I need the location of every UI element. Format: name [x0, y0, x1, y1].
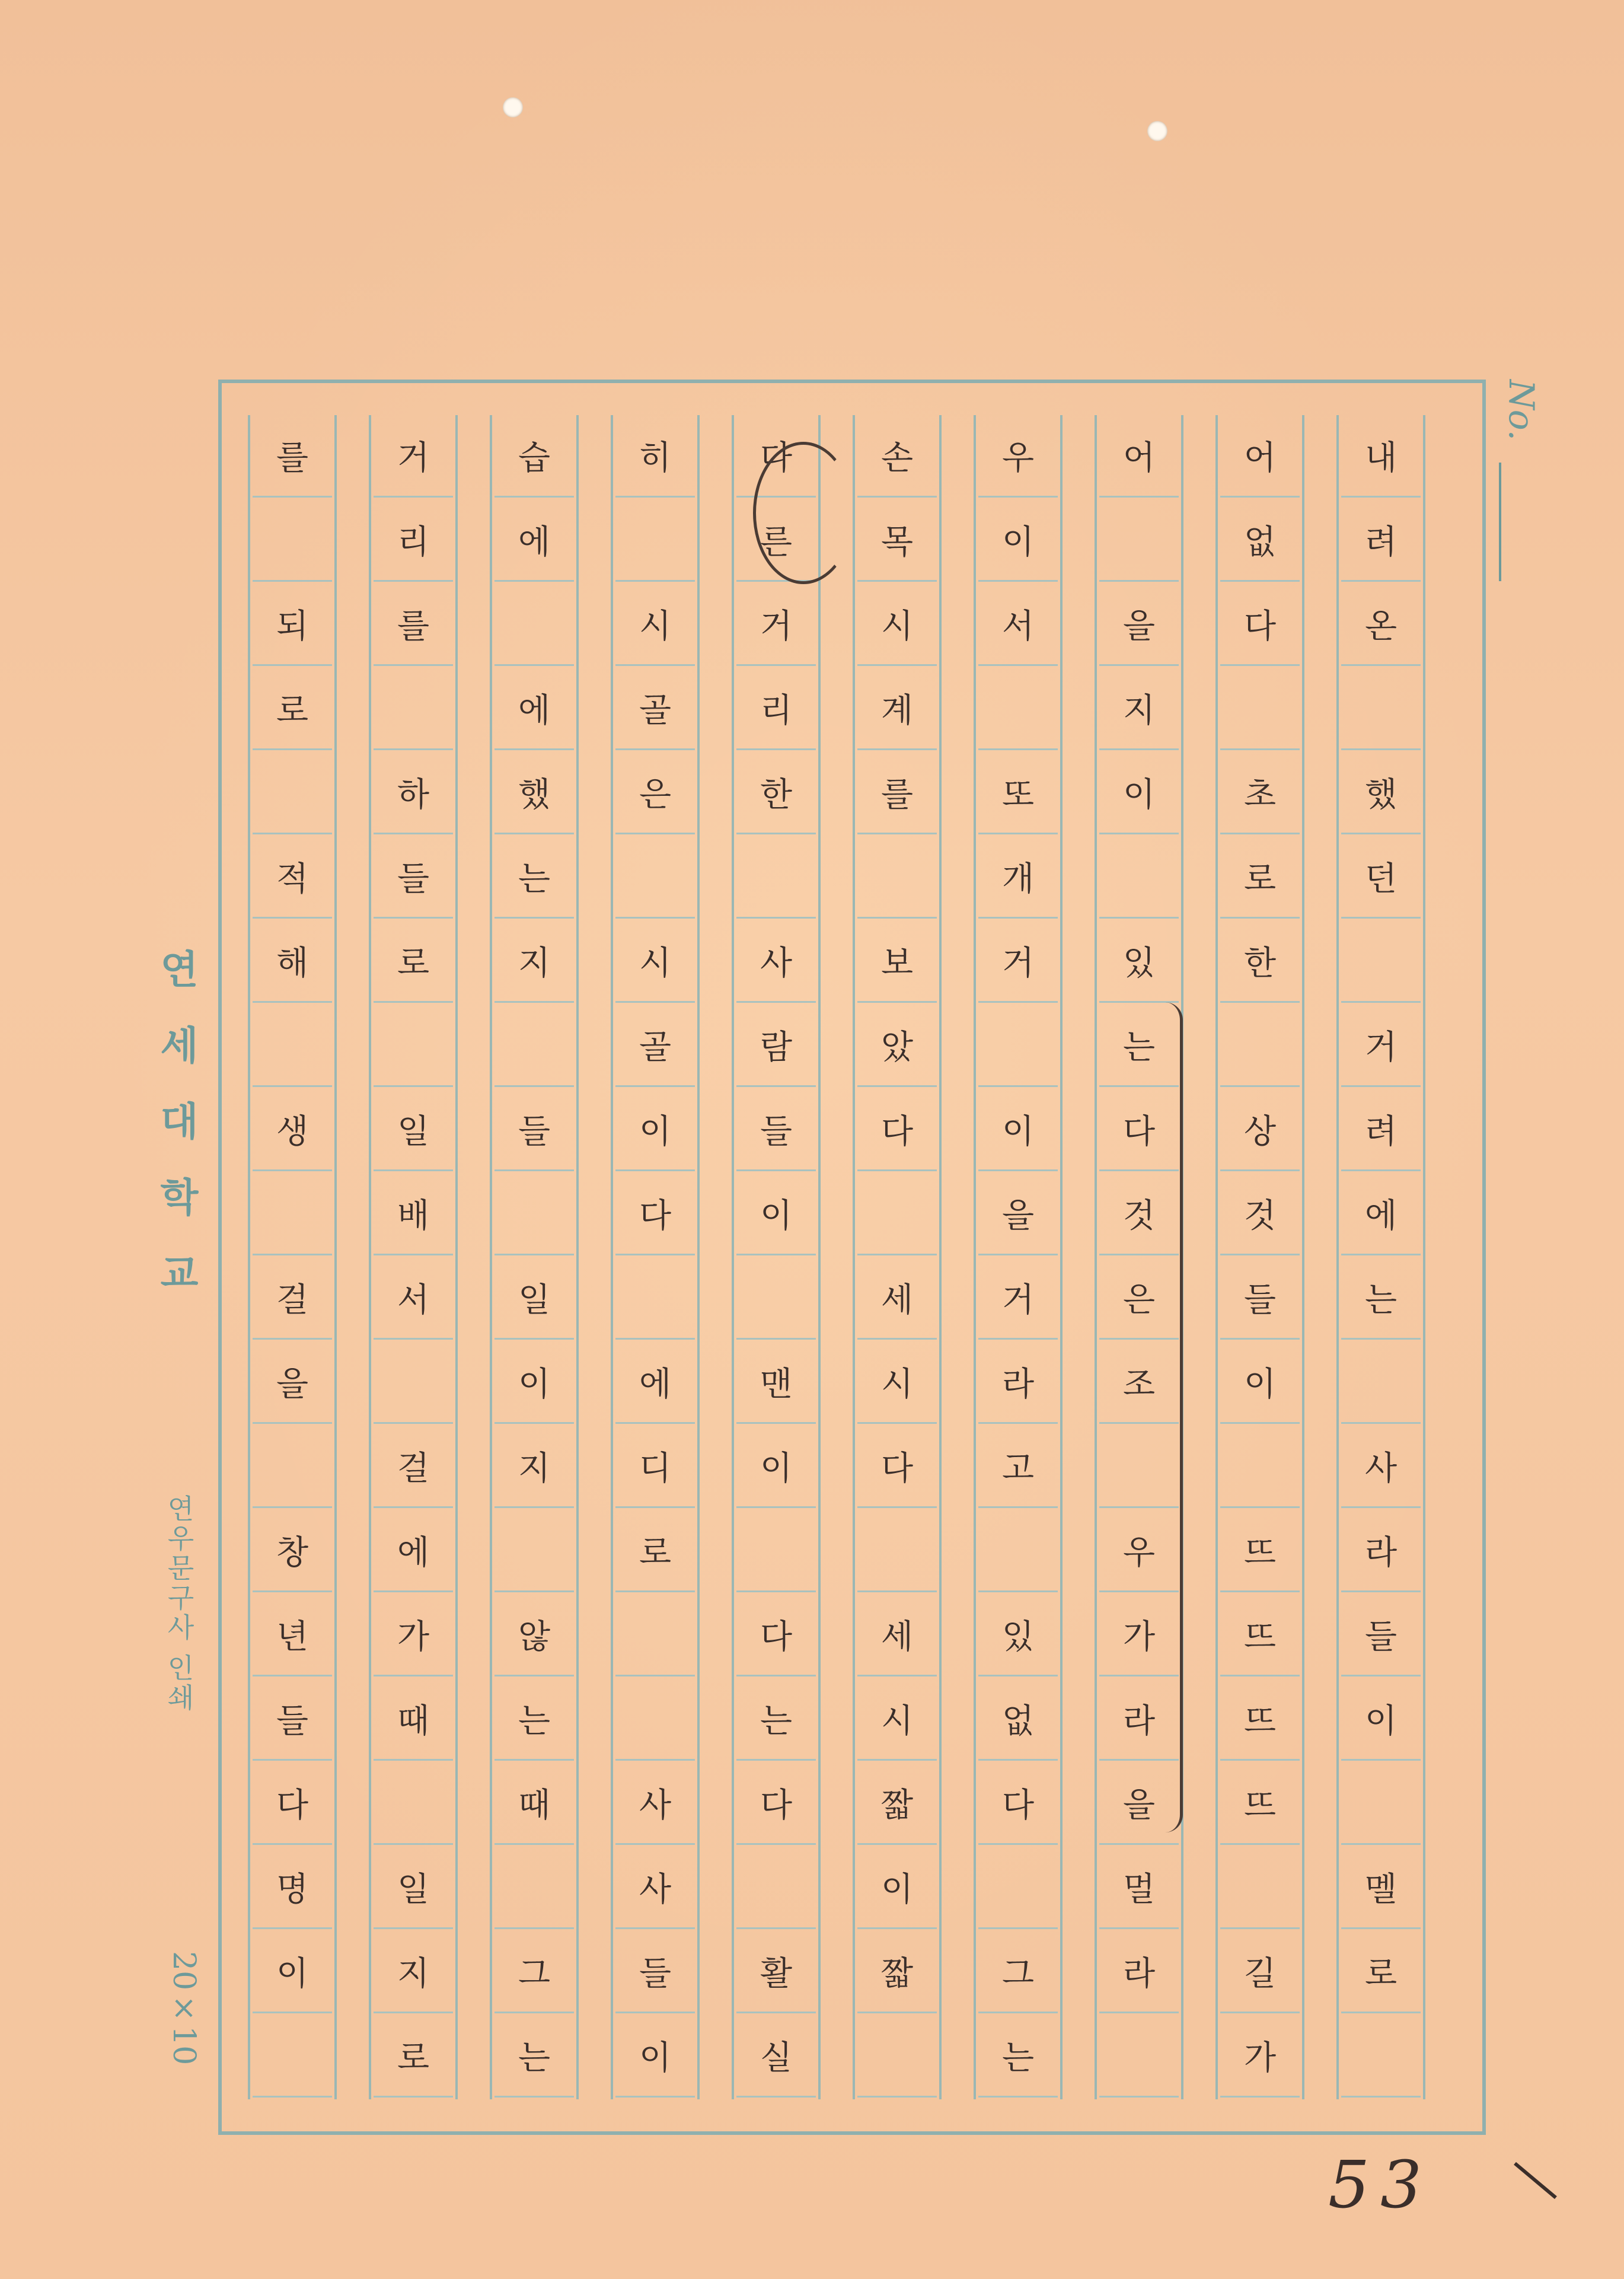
grid-cell: 을: [253, 1341, 332, 1424]
grid-cell: 우: [1099, 1510, 1179, 1592]
grid-cell: 되: [253, 584, 332, 666]
grid-cell: 내: [1341, 415, 1421, 498]
grid-cell: 는: [1341, 1257, 1421, 1340]
grid-cell: 세: [857, 1257, 937, 1340]
grid-cell: 들: [253, 1678, 332, 1761]
grid-cell: [1220, 1426, 1300, 1508]
grid-cell: 뜨: [1220, 1762, 1300, 1845]
school-name: 연세대학교: [153, 949, 199, 1328]
grid-cell: 시: [857, 1678, 937, 1761]
grid-cell: 지: [494, 920, 574, 1003]
grid-cell: [494, 1005, 574, 1087]
grid-cell: 걸: [253, 1257, 332, 1340]
grid-cell: 일: [494, 1257, 574, 1340]
grid-cell: [253, 1173, 332, 1255]
grid-cell: 개: [978, 836, 1058, 919]
grid-cell: 때: [494, 1762, 574, 1845]
grid-cell: 람: [736, 1005, 816, 1087]
grid-cell: 이: [253, 1931, 332, 2013]
grid-cell: 지: [494, 1426, 574, 1508]
grid-cell: 짧: [857, 1762, 937, 1845]
pen-stroke-mark: [1514, 2162, 1557, 2199]
grid-cell: [253, 499, 332, 582]
grid-cell: 사: [736, 920, 816, 1003]
grid-cell: 리: [736, 668, 816, 750]
grid-cell: 려: [1341, 499, 1421, 582]
grid-cell: 이: [1341, 1678, 1421, 1761]
grid-cell: 들: [615, 1931, 695, 2013]
grid-cell: 상: [1220, 1089, 1300, 1171]
grid-cell: 는: [494, 2015, 574, 2098]
grid-column: [490, 415, 579, 2099]
grid-cell: 을: [978, 1173, 1058, 1255]
grid-cell: [1220, 668, 1300, 750]
grid-cell: 생: [253, 1089, 332, 1171]
grid-cell: 배: [374, 1173, 453, 1255]
page-number: 53: [1328, 2147, 1432, 2223]
grid-cell: 계: [857, 668, 937, 750]
grid-cell: 를: [374, 584, 453, 666]
grid-cell: 이: [978, 1089, 1058, 1171]
grid-cell: 했: [494, 752, 574, 834]
grid-cell: 어: [1099, 415, 1179, 498]
grid-cell: 골: [615, 668, 695, 750]
grid-cell: 어: [1220, 415, 1300, 498]
grid-cell: 을: [1099, 1762, 1179, 1845]
grid-size-label: 20×10: [166, 1951, 202, 2066]
grid-cell: [494, 1847, 574, 1929]
grid-cell: 로: [1341, 1931, 1421, 2013]
grid-cell: 다: [857, 1089, 937, 1171]
grid-cell: 히: [615, 415, 695, 498]
grid-cell: 로: [253, 668, 332, 750]
grid-cell: [253, 1426, 332, 1508]
grid-cell: 시: [857, 1341, 937, 1424]
grid-cell: 들: [374, 836, 453, 919]
grid-cell: 거: [978, 1257, 1058, 1340]
number-label: No.: [1501, 380, 1542, 441]
grid-cell: [374, 1005, 453, 1087]
grid-cell: 을: [1099, 584, 1179, 666]
grid-cell: 들: [1341, 1594, 1421, 1676]
grid-cell: 시: [857, 584, 937, 666]
grid-cell: [1341, 1762, 1421, 1845]
grid-cell: 하: [374, 752, 453, 834]
grid-cell: [253, 752, 332, 834]
punch-hole-right: [1147, 121, 1167, 141]
grid-cell: 골: [615, 1005, 695, 1087]
grid-cell: 일: [374, 1847, 453, 1929]
grid-cell: [494, 1173, 574, 1255]
grid-cell: 맨: [736, 1341, 816, 1424]
grid-cell: [857, 836, 937, 919]
grid-cell: 다: [1220, 584, 1300, 666]
grid-cell: 것: [1220, 1173, 1300, 1255]
grid-cell: 창: [253, 1510, 332, 1592]
grid-cell: 때: [374, 1678, 453, 1761]
grid-cell: [374, 1762, 453, 1845]
grid-cell: 사: [615, 1847, 695, 1929]
grid-cell: [736, 1510, 816, 1592]
grid-cell: 들: [1220, 1257, 1300, 1340]
grid-cell: 에: [615, 1341, 695, 1424]
grid-cell: 것: [1099, 1173, 1179, 1255]
grid-cell: [1341, 2015, 1421, 2098]
grid-cell: [978, 1847, 1058, 1929]
grid-cell: 에: [494, 499, 574, 582]
grid-cell: 라: [1341, 1510, 1421, 1592]
grid-cell: 았: [857, 1005, 937, 1087]
grid-cell: 디: [615, 1426, 695, 1508]
grid-cell: 활: [736, 1931, 816, 2013]
grid-cell: 라: [978, 1341, 1058, 1424]
grid-cell: 조: [1099, 1341, 1179, 1424]
grid-cell: [857, 1510, 937, 1592]
grid-cell: 한: [1220, 920, 1300, 1003]
grid-cell: [374, 668, 453, 750]
grid-cell: 일: [374, 1089, 453, 1171]
grid-cell: 뜨: [1220, 1510, 1300, 1592]
grid-cell: 보: [857, 920, 937, 1003]
grid-cell: 는: [736, 1678, 816, 1761]
grid-cell: [615, 1257, 695, 1340]
grid-cell: 다: [736, 415, 816, 498]
grid-cell: 는: [494, 1678, 574, 1761]
grid-cell: 거: [736, 584, 816, 666]
grid-cell: 이: [615, 2015, 695, 2098]
manuscript-grid: [248, 415, 1457, 2099]
grid-cell: 가: [374, 1594, 453, 1676]
grid-cell: 있: [1099, 920, 1179, 1003]
grid-cell: 지: [374, 1931, 453, 2013]
grid-cell: 않: [494, 1594, 574, 1676]
grid-cell: 길: [1220, 1931, 1300, 2013]
grid-cell: 손: [857, 415, 937, 498]
grid-cell: 들: [494, 1089, 574, 1171]
grid-cell: 사: [615, 1762, 695, 1845]
grid-cell: 지: [1099, 668, 1179, 750]
grid-cell: [615, 499, 695, 582]
editing-circle-mark: [753, 442, 854, 584]
grid-cell: 에: [374, 1510, 453, 1592]
grid-cell: 는: [978, 2015, 1058, 2098]
grid-cell: [1099, 836, 1179, 919]
grid-cell: 로: [615, 1510, 695, 1592]
grid-cell: [615, 1678, 695, 1761]
grid-cell: 고: [978, 1426, 1058, 1508]
grid-cell: 이: [857, 1847, 937, 1929]
grid-cell: 이: [1220, 1341, 1300, 1424]
grid-cell: [253, 1005, 332, 1087]
grid-cell: 우: [978, 415, 1058, 498]
grid-cell: [1099, 2015, 1179, 2098]
grid-cell: [736, 836, 816, 919]
grid-cell: 거: [978, 920, 1058, 1003]
grid-cell: 라: [1099, 1931, 1179, 2013]
grid-cell: 이: [615, 1089, 695, 1171]
grid-cell: 한: [736, 752, 816, 834]
grid-cell: [1099, 499, 1179, 582]
grid-cell: 또: [978, 752, 1058, 834]
grid-cell: 시: [615, 920, 695, 1003]
grid-cell: 없: [1220, 499, 1300, 582]
grid-cell: [615, 1594, 695, 1676]
grid-cell: [978, 1510, 1058, 1592]
grid-cell: 년: [253, 1594, 332, 1676]
grid-cell: [1341, 920, 1421, 1003]
grid-cell: 거: [374, 415, 453, 498]
grid-cell: 는: [1099, 1005, 1179, 1087]
grid-column: [732, 415, 821, 2099]
grid-cell: 서: [374, 1257, 453, 1340]
grid-cell: [857, 2015, 937, 2098]
grid-cell: [494, 584, 574, 666]
number-line: [1499, 463, 1501, 581]
grid-cell: 초: [1220, 752, 1300, 834]
punch-hole-left: [503, 97, 523, 117]
grid-column: [611, 415, 700, 2099]
grid-cell: 멜: [1341, 1847, 1421, 1929]
grid-cell: 다: [253, 1762, 332, 1845]
grid-cell: 해: [253, 920, 332, 1003]
grid-cell: [736, 1257, 816, 1340]
grid-cell: 은: [1099, 1257, 1179, 1340]
grid-cell: [1220, 1005, 1300, 1087]
grid-cell: 는: [494, 836, 574, 919]
grid-cell: 없: [978, 1678, 1058, 1761]
grid-cell: 짧: [857, 1931, 937, 2013]
grid-cell: 명: [253, 1847, 332, 1929]
grid-cell: 로: [374, 920, 453, 1003]
grid-cell: [1341, 1341, 1421, 1424]
grid-column: [1336, 415, 1425, 2099]
grid-cell: 다: [1099, 1089, 1179, 1171]
grid-cell: 있: [978, 1594, 1058, 1676]
grid-cell: 를: [253, 415, 332, 498]
grid-cell: 그: [494, 1931, 574, 2013]
grid-cell: 적: [253, 836, 332, 919]
grid-cell: 던: [1341, 836, 1421, 919]
grid-cell: [736, 1847, 816, 1929]
grid-cell: 다: [736, 1594, 816, 1676]
grid-cell: 멀: [1099, 1847, 1179, 1929]
grid-cell: 뜨: [1220, 1678, 1300, 1761]
grid-cell: 이: [978, 499, 1058, 582]
printer-label: 연우문구사 인쇄: [163, 1494, 195, 1713]
grid-column: [248, 415, 337, 2099]
grid-cell: [494, 1510, 574, 1592]
grid-cell: 려: [1341, 1089, 1421, 1171]
grid-cell: [857, 1173, 937, 1255]
grid-cell: 목: [857, 499, 937, 582]
grid-cell: 세: [857, 1594, 937, 1676]
grid-column: [853, 415, 942, 2099]
grid-cell: 온: [1341, 584, 1421, 666]
grid-cell: 습: [494, 415, 574, 498]
grid-cell: 라: [1099, 1678, 1179, 1761]
grid-cell: [253, 2015, 332, 2098]
grid-cell: 이: [1099, 752, 1179, 834]
grid-cell: [615, 836, 695, 919]
grid-cell: [978, 668, 1058, 750]
grid-cell: 로: [1220, 836, 1300, 919]
grid-cell: 리: [374, 499, 453, 582]
grid-cell: 다: [857, 1426, 937, 1508]
editing-bracket-mark: [1144, 1002, 1183, 1832]
grid-cell: 시: [615, 584, 695, 666]
grid-column: [974, 415, 1063, 2099]
grid-cell: [978, 1005, 1058, 1087]
grid-cell: 들: [736, 1089, 816, 1171]
grid-cell: [1341, 668, 1421, 750]
grid-cell: [1220, 1847, 1300, 1929]
grid-cell: [374, 1341, 453, 1424]
grid-cell: 가: [1099, 1594, 1179, 1676]
grid-cell: 다: [736, 1762, 816, 1845]
grid-cell: 로: [374, 2015, 453, 2098]
grid-cell: 이: [494, 1341, 574, 1424]
grid-cell: 은: [615, 752, 695, 834]
grid-cell: 사: [1341, 1426, 1421, 1508]
grid-cell: 가: [1220, 2015, 1300, 2098]
grid-cell: 에: [1341, 1173, 1421, 1255]
grid-cell: 서: [978, 584, 1058, 666]
grid-cell: 를: [857, 752, 937, 834]
grid-cell: 이: [736, 1173, 816, 1255]
grid-cell: 실: [736, 2015, 816, 2098]
grid-column: [1215, 415, 1304, 2099]
grid-cell: 거: [1341, 1005, 1421, 1087]
grid-cell: 다: [615, 1173, 695, 1255]
grid-cell: 그: [978, 1931, 1058, 2013]
grid-cell: 른: [736, 499, 816, 582]
grid-cell: 걸: [374, 1426, 453, 1508]
grid-cell: 에: [494, 668, 574, 750]
grid-cell: 했: [1341, 752, 1421, 834]
grid-cell: 뜨: [1220, 1594, 1300, 1676]
grid-column: [369, 415, 458, 2099]
grid-cell: 다: [978, 1762, 1058, 1845]
grid-cell: 이: [736, 1426, 816, 1508]
